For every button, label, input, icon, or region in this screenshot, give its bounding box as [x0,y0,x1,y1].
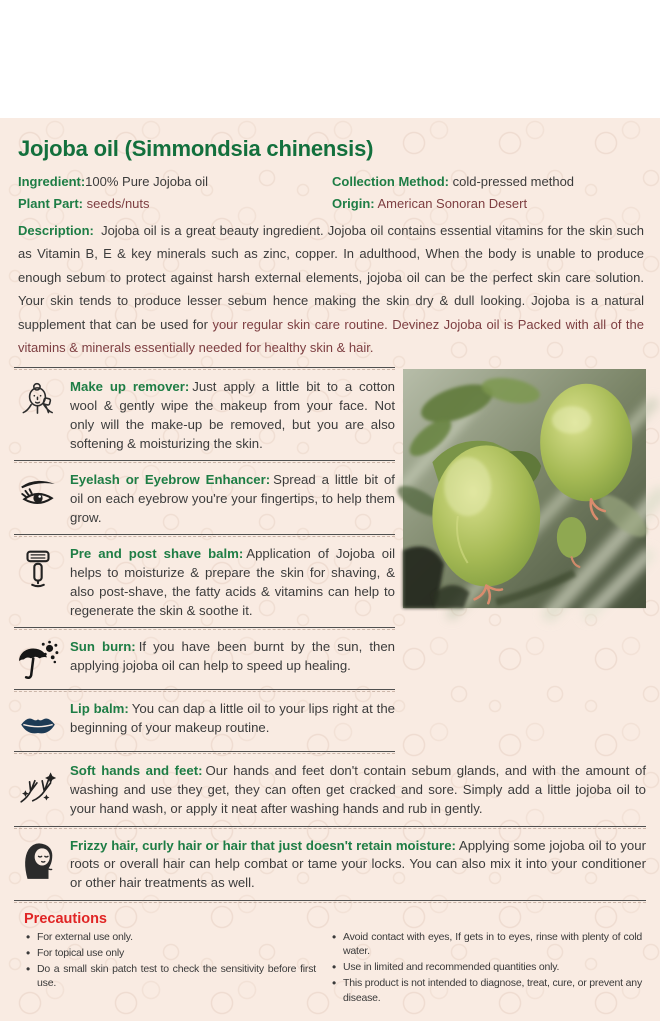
use-title: Make up remover: [70,379,190,395]
product-info-grid [18,174,646,211]
sun-umbrella-icon [14,638,62,682]
origin-label: Origin: [332,196,375,211]
use-title: Lip balm: [70,701,129,717]
precaution-item: • Do a small skin patch test to check the sensitivity before first use. [24,962,316,990]
description-paragraph [18,219,644,359]
use-title: Frizzy hair, curly hair or hair that just doesn't retain moisture: [70,837,456,853]
plant-part-value: seeds/nuts [86,196,150,211]
collection-method-label: Collection Method: [332,174,449,189]
divider [14,900,646,903]
hair-care-icon [14,837,62,881]
precautions-right-list [330,930,646,1007]
use-section-sun-burn [14,630,395,689]
content-card [0,118,660,1021]
plant-part-row [18,196,332,211]
eyelash-eyebrow-icon [14,471,62,515]
makeup-remover-icon [14,378,62,422]
jojoba-fruits-photo [403,367,646,608]
use-section-eyelash-enhancer [14,463,395,534]
use-text: Pre and post shave balm: Application of Jojoba oil helps to moisturize & prepare the skin for shaving, & also post-shave, the fatty acids & vitamins can help to regenerate the skin & soothe it. [70,546,396,618]
description-label: Description: [18,223,94,238]
use-text: Lip balm: You can dap a little oil to your lips right at the beginning of your makeup routine. [70,701,395,736]
use-text: Eyelash or Eyebrow Enhancer: Spread a little bit of oil on each eyebrow you're your fingertips, to help them grow. [70,472,395,525]
use-title: Pre and post shave balm: [70,546,244,562]
precaution-item: • For external use only. [24,930,316,944]
divider [14,751,395,754]
use-text: Sun burn: If you have been burnt by the sun, then applying jojoba oil can help to speed up healing. [70,639,396,674]
use-text: Frizzy hair, curly hair or hair that just doesn't retain moisture: Applying some jojoba oil to your roots or overall hair can help combat or tame your locks. You can also mix it into your conditioner or other hair treatments as well. [70,837,646,891]
precautions-section [24,911,646,1007]
use-text: Soft hands and feet: Our hands and feet don't contain sebum glands, and with the amount of washing and use they get, they can often get cracked and sore. Simply add a little jojoba oil to your hand wash, or apply it neat after washing hands and rub in gently. [70,763,647,816]
use-section-makeup-remover [14,370,395,460]
use-section-soft-hands [14,754,646,825]
uses-and-photo [14,367,646,754]
use-section-lip-balm [14,692,395,751]
use-title: Sun burn: [70,639,136,655]
precautions-columns [24,930,646,1007]
precaution-item: • Use in limited and recommended quantities only. [330,960,642,974]
precaution-item: • This product is not intended to diagnose, treat, cure, or prevent any disease. [330,976,642,1004]
use-title: Eyelash or Eyebrow Enhancer: [70,472,271,488]
lips-icon [14,700,62,744]
use-section-shave-balm [14,537,395,627]
use-title: Soft hands and feet: [70,763,203,779]
precautions-title: Precautions [24,910,107,927]
razor-icon [14,545,62,589]
use-text: Make up remover: Just apply a little bit to a cotton wool & gently wipe the makeup from your face. Not only will the make-up be removed, but you are also softening & moisturizing the skin. [70,379,395,451]
page-title: Jojoba oil (Simmondsia chinensis) [18,136,374,161]
description-text: Jojoba oil is a great beauty ingredient. Jojoba oil contains essential vitamins for the skin such as Vitamin B, E & key minerals such as zinc, copper. In adulthood, When the body is unable to produce enough sebum to protect against harsh external elements, jojoba oil can be the perfect skin care solution. Your skin tends to produce lesser sebum hence making the skin dry & dull looking. Jojoba is a natural supplement that can be used for [18,223,644,332]
collection-method-row [332,174,646,189]
description-highlight: your regular skin care routine. Devinez Jojoba oil is Packed with all of the vitamins & minerals essentially needed for healthy skin & hair. [18,316,644,355]
use-section-frizzy-hair [14,829,646,900]
precaution-item: • Avoid contact with eyes, If gets in to eyes, rinse with plenty of cold water. [330,930,642,958]
collection-method-value: cold-pressed method [452,174,575,189]
ingredient-row [18,174,332,189]
hands-sparkle-icon [14,762,62,806]
precaution-item: • For topical use only [24,946,316,960]
ingredient-value: 100% Pure Jojoba oil [85,174,209,189]
origin-row [332,196,646,211]
plant-part-label: Plant Part: [18,196,84,211]
uses-column [14,367,395,754]
ingredient-label: Ingredient: [18,174,86,189]
precautions-left-list [24,930,316,1007]
origin-value: American Sonoran Desert [377,196,528,211]
